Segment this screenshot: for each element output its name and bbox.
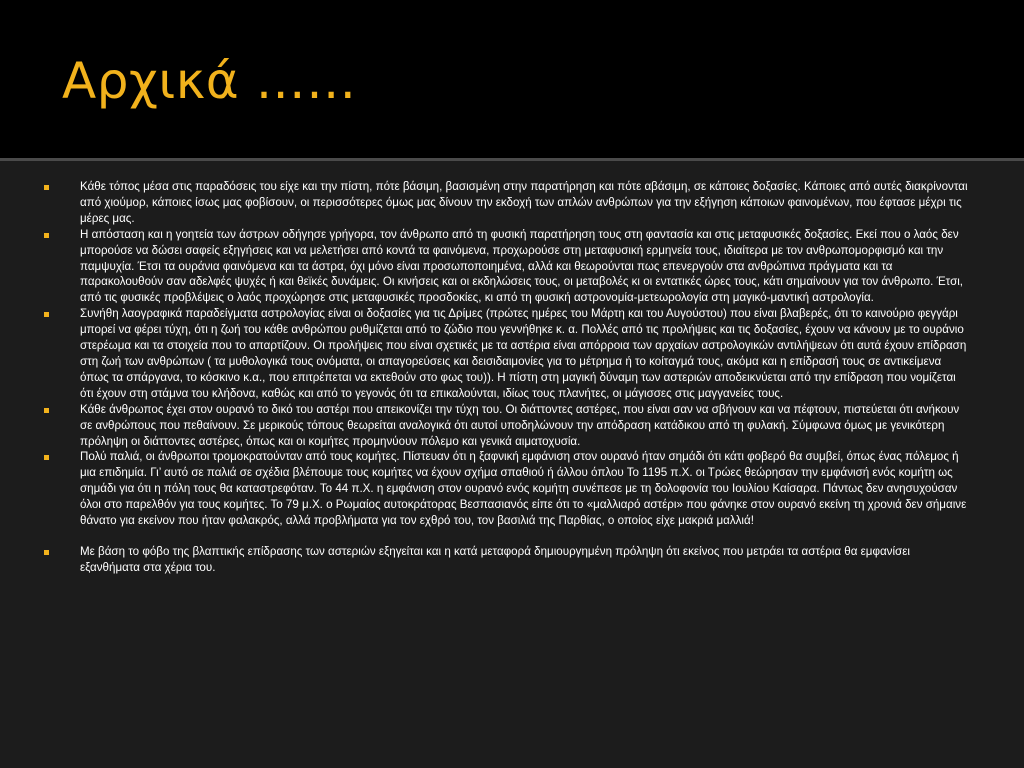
square-bullet-icon (44, 408, 49, 413)
square-bullet-icon (44, 233, 49, 238)
bullet-text: Με βάση το φόβο της βλαπτικής επίδρασης των αστεριών εξηγείται και η κατά μεταφορά δημιουργημένη πρόληψη ότι εκείνος που μετράει τα αστέρια θα εμφανίσει εξανθήματα στα χέρια του. (80, 544, 910, 574)
bullet-item (40, 306, 972, 401)
slide-body (0, 161, 1024, 768)
square-bullet-icon (44, 185, 49, 190)
square-bullet-icon (44, 312, 49, 317)
bullet-item (40, 179, 972, 227)
bullet-item (40, 227, 972, 307)
bullet-item (40, 402, 972, 450)
bullet-item (40, 544, 972, 576)
bullet-text: Συνήθη λαογραφικά παραδείγματα αστρολογίας είναι οι δοξασίες για τις Δρίμες (πρώτες ημέρες του Μάρτη και του Αυγούστου) που είναι βλαβερές, ότι το καινούριο φεγγάρι μπορεί να φέρει τύχη, ότι η ζωή του κάθε ανθρώπου ρυθμίζεται από το ζώδιο που γεννήθηκε κ. α. Πολλές από τις προλήψεις και τις δοξασίες, έχουν να κάνουν με το ουράνιο στερέωμα και τα στοιχεία που το απαρτίζουν. Οι προλήψεις που είναι σχετικές με τα αστέρια είναι απόρροια των αρχαίων αστρολογικών αντιλήψεων ότι αυτά έχουν επίδραση στη ζωή των ανθρώπων ( τα μυθολογικά τους ονόματα, οι απαγορεύσεις και δεισιδαιμονίες για το μέτρημα ή το κοίταγμά τους, ακόμα και η επίδρασή τους σε αντικείμενα όπως τα σπάργανα, το κόσκινο κ.α., που επιτρέπεται να εκτεθούν στο φως του)). Η πίστη στη μαγική δύναμη των αστεριών αποδεικνύεται από την επίδραση που νομίζεται ότι έχουν στη στάμνα του κλήδονα, καθώς και από το γεγονός ότι τα επικαλούνται, ιδίως τους πλανήτες, οι μάγισσες στις μαγγανείες τους. (80, 307, 967, 400)
bullet-text: Πολύ παλιά, οι άνθρωποι τρομοκρατούνταν από τους κομήτες. Πίστευαν ότι η ξαφνική εμφάνιση στον ουρανό ήταν σημάδι ότι κάτι φοβερό θα συμβεί, όπως ένας πόλεμος ή μια επιδημία. Γι’ αυτό σε παλιά σε σχέδια βλέπουμε τους κομήτες να έχουν σχήμα σπαθιού ή άλλου όπλου Το 1195 π.Χ. οι Τρώες θεώρησαν την εμφάνισή ενός κομήτη ως σημάδι για ότι η πόλη τους θα καταστρεφόταν. Το 44 π.Χ. η εμφάνιση στον ουρανό ενός κομήτη συνέπεσε με τη δολοφονία του Ιουλίου Καίσαρα. Πάντως δεν ανησυχούσαν όλοι στο παρελθόν για τους κομήτες. Το 79 μ.Χ. ο Ρωμαίος αυτοκράτορας Βεσπασιανός είπε ότι το «μαλλιαρό αστέρι» που φάνηκε στον ουρανό εκείνη τη χρονιά δεν σήμαινε θάνατο για εκείνον που ήταν φαλακρός, αλλά προβλήματα για τον εχθρό του, τον βασιλιά της Παρθίας, ο οποίος είχε μακριά μαλλιά! (80, 450, 967, 528)
bullet-text: Κάθε άνθρωπος έχει στον ουρανό το δικό του αστέρι που απεικονίζει την τύχη του. Οι διάττοντες αστέρες, που είναι σαν να σβήνουν και να πέφτουν, πιστεύεται ότι ανήκουν σε ανθρώπους που πεθαίνουν. Σε μερικούς τόπους θεωρείται αναλογικά ότι αυτοί υποδηλώνουν την απόδραση κατάδικου από τη φυλακή. Σύμφωνα όμως με γενικότερη πρόληψη οι διάττοντες αστέρες, όπως και οι κομήτες προμηνύουν πόλεμο και γενικά αιματοχυσία. (80, 402, 960, 448)
square-bullet-icon (44, 455, 49, 460)
bullet-list (40, 179, 972, 576)
slide-header (0, 0, 1024, 160)
bullet-text: Κάθε τόπος μέσα στις παραδόσεις του είχε και την πίστη, πότε βάσιμη, βασισμένη στην παρατήρηση και πότε αβάσιμη, σε κάποιες δοξασίες. Κάποιες από αυτές διακρίνονται από χιούμορ, κάποιες ίσως μας φοβίσουν, οι περισσότερες όμως μας δίνουν την εκδοχή των απλών ανθρώπων για την εξήγηση κάποιων φαινομένων, που έφτασε μέχρι τις μέρες μας. (80, 180, 968, 225)
bullet-item (40, 449, 972, 529)
square-bullet-icon (44, 550, 49, 555)
slide-title: Αρχικά …… (62, 52, 357, 110)
bullet-text: Η απόσταση και η γοητεία των άστρων οδήγησε γρήγορα, τον άνθρωπο από τη φυσική παρατήρηση τους στη φαντασία και στις μεταφυσικές δοξασίες. Εκεί που ο λαός δεν μπορούσε να δώσει σαφείς εξηγήσεις και να μελετήσει από κοντά τα φαινόμενα, προχωρούσε στη μεταφυσική ερμηνεία τους, ιδιαίτερα με τον ανθρωπομορφισμό και την παμψυχία. Έτσι τα ουράνια φαινόμενα και τα άστρα, όχι μόνο είναι προσωποποιημένα, αλλά και θεωρούνται πως επενεργούν στα ανθρώπινα πράγματα και τα παρακολουθούν σαν αδελφές ψυχές ή και θεϊκές δυνάμεις. Οι κινήσεις και οι εκδηλώσεις τους, οι μεταβολές κι οι εντατικές ώρες τους, κάτι σημαίνουν για τον άνθρωπο. Έτσι, από τις φυσικές προβλέψεις ο λαός προχώρησε στις μεταφυσικές προσδοκίες, κι από τη φυσική αστρονομία-μετεωρολογία στη μαγικό-μαντική αστρολογία. (80, 227, 964, 305)
